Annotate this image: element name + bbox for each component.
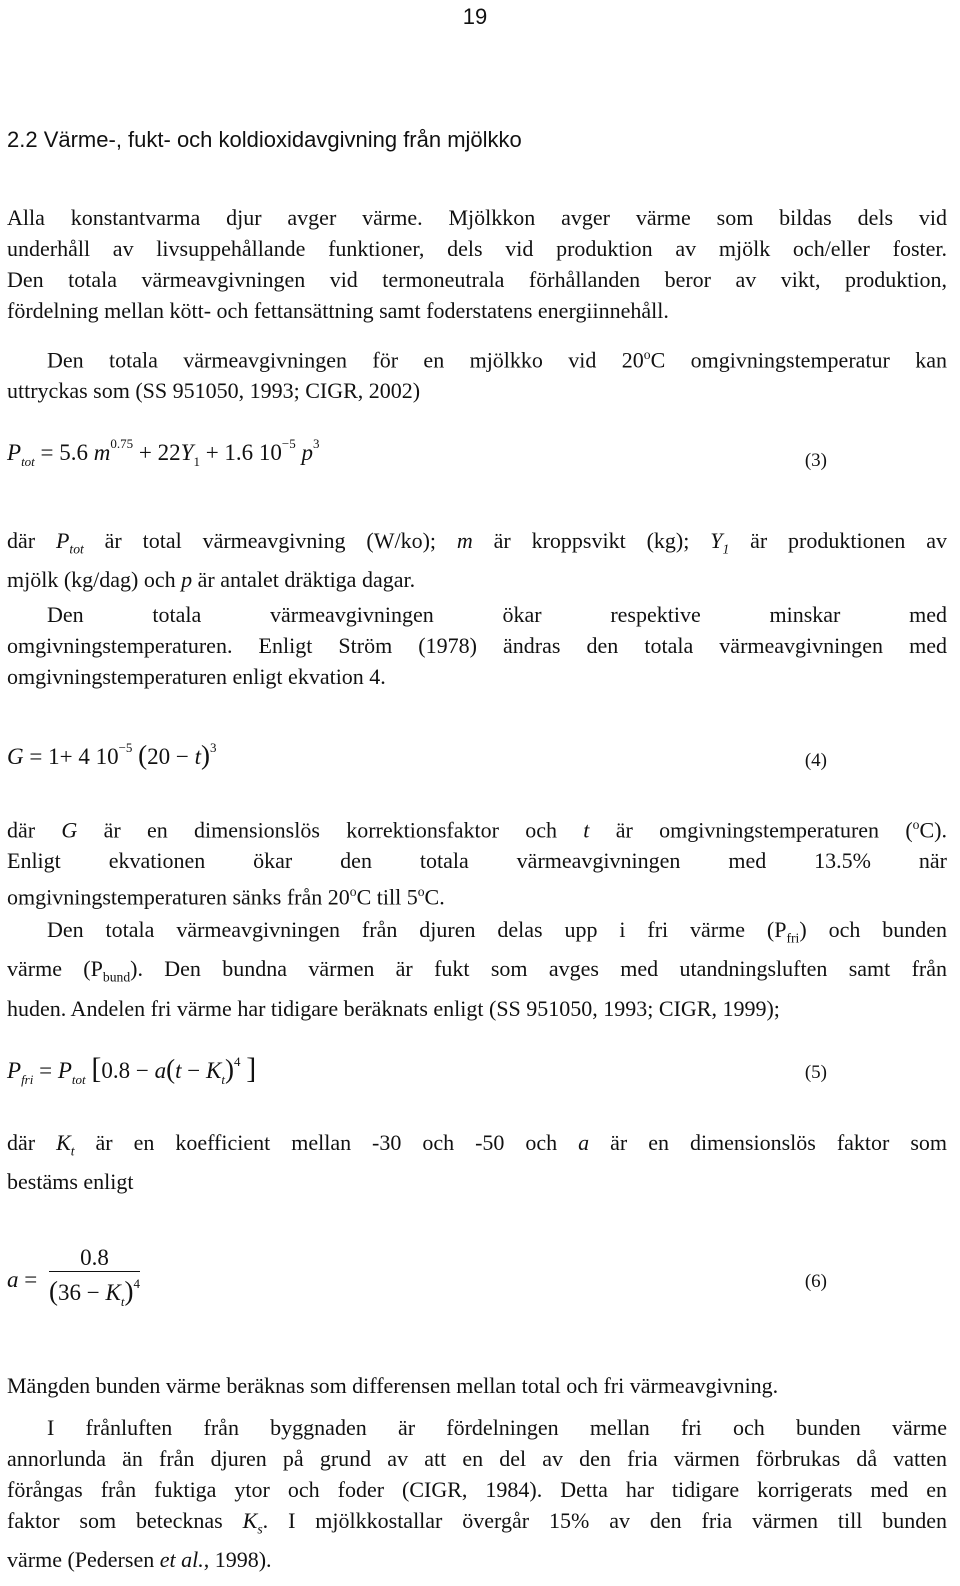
paragraph-bound-heat	[7, 1370, 947, 1401]
paragraph-heat-equation-intro	[7, 339, 947, 406]
text-line: omgivningstemperaturen enligt ekvation 4.	[7, 664, 386, 689]
text-line: Den totala värmeavgivningen för en mjölkko vid 20$^o$C omgivningstemperatur kan	[47, 347, 947, 373]
text-line: omgivningstemperaturen. Enligt Ström (1978) ändras den totala värmeavgivningen med	[7, 633, 947, 658]
text-line: Mängden bunden värme beräknas som differensen mellan total och fri värmeavgivning.	[7, 1373, 779, 1398]
equation-3-number: (3)	[804, 450, 827, 471]
text-line: värme (Pedersen et al., 1998).	[7, 1547, 272, 1573]
equation-5-number: (5)	[804, 1062, 827, 1083]
paragraph-free-bound-heat	[7, 914, 947, 1024]
paragraph-variables-eq5	[7, 1127, 947, 1197]
equation-6-body: a = $\frac{0.8}{(36 - K_t)^4}$	[7, 1245, 140, 1309]
paragraph-exhaust-air	[7, 1412, 947, 1575]
equation-5-body: $P_{fri} = P_{tot}$ [$0.8 - a(t - K_t)^4$ ]	[7, 1052, 257, 1087]
text-line: där $K_t$ är en koefficient mellan -30 och -50 och a är en dimensionslös faktor som	[7, 1130, 947, 1159]
text-line: fördelning mellan kött- och fettansättning samt foderstatens energiinnehåll.	[7, 298, 669, 323]
equation-3-body: $P_{tot} = 5.6$ $m^{0.75} + 22Y_1 + 1.6$ $10^{-5}$ $p^3$	[7, 436, 320, 469]
paragraph-variables-eq4	[7, 809, 947, 913]
text-line: omgivningstemperaturen sänks från 20$^o$C till 5$^o$C.	[7, 884, 445, 910]
equation-4-body: G = 1+ 4 $10^{-5}$ $(20 - t)^3$	[7, 740, 217, 770]
equation-4-number: (4)	[804, 750, 827, 771]
text-line: värme $(P_{bund})$. Den bundna värmen är fukt som avges med utandningsluften samt från	[7, 956, 948, 985]
paragraph-temperature	[7, 599, 947, 692]
text-line: I frånluften från byggnaden är fördelningen mellan fri och bunden värme	[47, 1415, 947, 1440]
text-line: underhåll av livsuppehållande funktioner, dels vid produktion av mjölk och/eller foster.	[7, 236, 947, 261]
equation-6-number: (6)	[804, 1271, 827, 1292]
equation-6	[7, 1245, 827, 1325]
text-line: där $P_{tot}$ är total värmeavgivning (W/ko); m är kroppsvikt (kg); $Y_1$ är produktionen av	[7, 528, 947, 557]
text-line: Den totala värmeavgivningen ökar respektive minskar med	[47, 602, 947, 627]
text-line: förångas från fuktiga ytor och foder (CIGR, 1984). Detta har tidigare korrigerats med en	[7, 1477, 947, 1502]
equation-3	[7, 436, 827, 500]
paragraph-intro	[7, 202, 947, 326]
text-line: Den totala värmeavgivningen vid termoneutrala förhållanden beror av vikt, produktion,	[7, 267, 947, 292]
section-heading: 2.2 Värme-, fukt- och koldioxidavgivning från mjölkko	[7, 127, 522, 152]
text-line: Enligt ekvationen ökar den totala värmeavgivningen med 13.5% när	[7, 848, 947, 874]
text-line: huden. Andelen fri värme har tidigare beräknats enligt (SS 951050, 1993; CIGR, 1999);	[7, 995, 780, 1021]
text-line: faktor som betecknas $K_s$. I mjölkkostallar övergår 15% av den fria värmen till bunden	[7, 1508, 947, 1537]
text-line: Alla konstantvarma djur avger värme. Mjölkkon avger värme som bildas dels vid	[7, 205, 947, 230]
equation-4	[7, 740, 827, 800]
text-line: Den totala värmeavgivningen från djuren delas upp i fri värme $(P_{fri})$ och bunden	[47, 917, 947, 946]
text-line: mjölk (kg/dag) och p är antalet dräktiga dagar.	[7, 567, 416, 593]
paragraph-variables-eq3	[7, 525, 947, 595]
text-line: bestäms enligt	[7, 1169, 134, 1195]
page-number: 19	[462, 4, 488, 29]
text-line: där G är en dimensionslös korrektionsfaktor och t är omgivningstemperaturen ($^o$C).	[7, 817, 947, 843]
text-line: annorlunda än från djuren på grund av att en del av den fria värmen förbrukas då vatten	[7, 1446, 947, 1471]
text-line: uttryckas som (SS 951050, 1993; CIGR, 2002)	[7, 378, 421, 404]
equation-6-fraction: $\frac{0.8}{(36 - K_t)^4}$	[48, 1245, 140, 1309]
equation-5	[7, 1052, 827, 1112]
